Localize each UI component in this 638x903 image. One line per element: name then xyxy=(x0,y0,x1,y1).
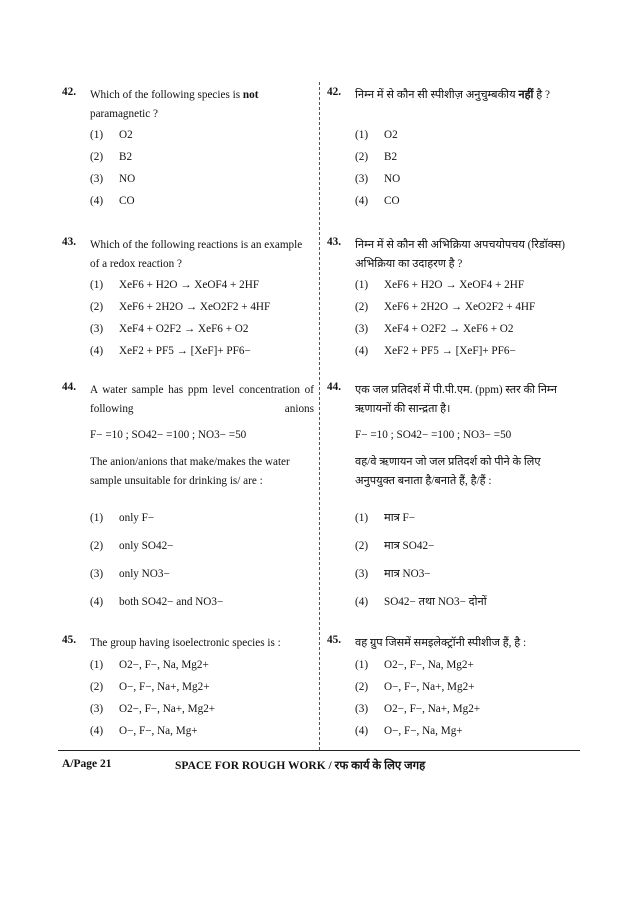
option-4: (4) SO42− तथा NO3− दोनों xyxy=(355,596,487,608)
option-1: (1) only F− xyxy=(90,512,155,524)
option-2: (2) only SO42− xyxy=(90,540,174,552)
option-2: (2) O−, F−, Na+, Mg2+ xyxy=(355,681,475,693)
option-4: (4) CO xyxy=(90,195,135,207)
anion-concentrations: F− =10 ; SO42− =100 ; NO3− =50 xyxy=(90,429,247,441)
options xyxy=(355,124,579,212)
question-text: निम्न में से कौन सी अभिक्रिया अपचयोपचय (रिडॉक्स) अभिक्रिया का उदाहरण है ? xyxy=(355,239,566,270)
options xyxy=(90,507,314,619)
option-4: (4) XeF2 + PF5 → [XeF]+ PF6− xyxy=(90,345,251,357)
option-1: (1) O2−, F−, Na, Mg2+ xyxy=(355,659,474,671)
option-2: (2) B2 xyxy=(90,151,133,163)
column-divider xyxy=(319,82,320,750)
option-3: (3) NO xyxy=(355,173,401,185)
option-3: (3) NO xyxy=(90,173,136,185)
option-3: (3) मात्र NO3− xyxy=(355,568,431,580)
question-text: A water sample has ppm level concentration of following anions xyxy=(90,384,314,415)
option-1: (1) मात्र F− xyxy=(355,512,416,524)
option-1: (1) XeF6 + H2O → XeOF4 + 2HF xyxy=(90,279,260,291)
option-4: (4) O−, F−, Na, Mg+ xyxy=(90,725,198,737)
option-3: (3) O2−, F−, Na+, Mg2+ xyxy=(355,703,481,715)
option-1: (1) XeF6 + H2O → XeOF4 + 2HF xyxy=(355,279,525,291)
option-2: (2) XeF6 + 2H2O → XeO2F2 + 4HF xyxy=(355,301,536,313)
option-3: (3) XeF4 + O2F2 → XeF6 + O2 xyxy=(90,323,249,335)
question-text: Which of the following species is not paramagnetic ? xyxy=(90,89,259,120)
anion-concentrations: F− =10 ; SO42− =100 ; NO3− =50 xyxy=(355,429,512,441)
option-3: (3) only NO3− xyxy=(90,568,170,580)
question-text: The group having isoelectronic species is : xyxy=(90,637,281,649)
option-1: (1) O2 xyxy=(355,129,398,141)
question-text: वह ग्रुप जिसमें समइलेक्ट्रॉनी स्पीशीज हैं, है : xyxy=(355,637,527,649)
option-4: (4) both SO42− and NO3− xyxy=(90,596,224,608)
question-number: 44. xyxy=(62,381,76,393)
question-number: 43. xyxy=(327,236,341,248)
options xyxy=(90,274,314,362)
option-4: (4) O−, F−, Na, Mg+ xyxy=(355,725,463,737)
option-3: (3) XeF4 + O2F2 → XeF6 + O2 xyxy=(355,323,514,335)
option-1: (1) O2−, F−, Na, Mg2+ xyxy=(90,659,209,671)
question-text: निम्न में से कौन सी स्पीशीज़ अनुचुम्बकीय नहीं है ? xyxy=(355,89,550,101)
options xyxy=(90,124,314,212)
question-number: 45. xyxy=(62,634,76,646)
option-2: (2) XeF6 + 2H2O → XeO2F2 + 4HF xyxy=(90,301,271,313)
options xyxy=(355,274,579,362)
options xyxy=(90,654,314,742)
question-text: Which of the following reactions is an example of a redox reaction ? xyxy=(90,239,303,270)
option-4: (4) XeF2 + PF5 → [XeF]+ PF6− xyxy=(355,345,516,357)
question-number: 43. xyxy=(62,236,76,248)
question-text-2: The anion/anions that make/makes the water sample unsuitable for drinking is/ are : xyxy=(90,456,290,487)
page-number: A/Page 21 xyxy=(62,758,112,770)
option-2: (2) O−, F−, Na+, Mg2+ xyxy=(90,681,210,693)
footer-rule xyxy=(58,750,580,751)
question-text-2: वह/वे ऋणायन जो जल प्रतिदर्श को पीने के लिए अनुपयुक्त बनाता है/बनाते हैं, है/हैं : xyxy=(355,456,541,487)
option-4: (4) CO xyxy=(355,195,400,207)
options xyxy=(355,507,579,619)
option-3: (3) O2−, F−, Na+, Mg2+ xyxy=(90,703,216,715)
option-2: (2) मात्र SO42− xyxy=(355,540,435,552)
question-text: एक जल प्रतिदर्श में पी.पी.एम. (ppm) स्तर की निम्न ऋणायनों की सान्द्रता है। xyxy=(355,384,557,415)
question-number: 44. xyxy=(327,381,341,393)
option-1: (1) O2 xyxy=(90,129,133,141)
option-2: (2) B2 xyxy=(355,151,398,163)
options xyxy=(355,654,579,742)
question-number: 42. xyxy=(62,86,76,98)
question-number: 45. xyxy=(327,634,341,646)
question-number: 42. xyxy=(327,86,341,98)
rough-work-label: SPACE FOR ROUGH WORK / रफ कार्य के लिए जगह xyxy=(175,760,426,772)
